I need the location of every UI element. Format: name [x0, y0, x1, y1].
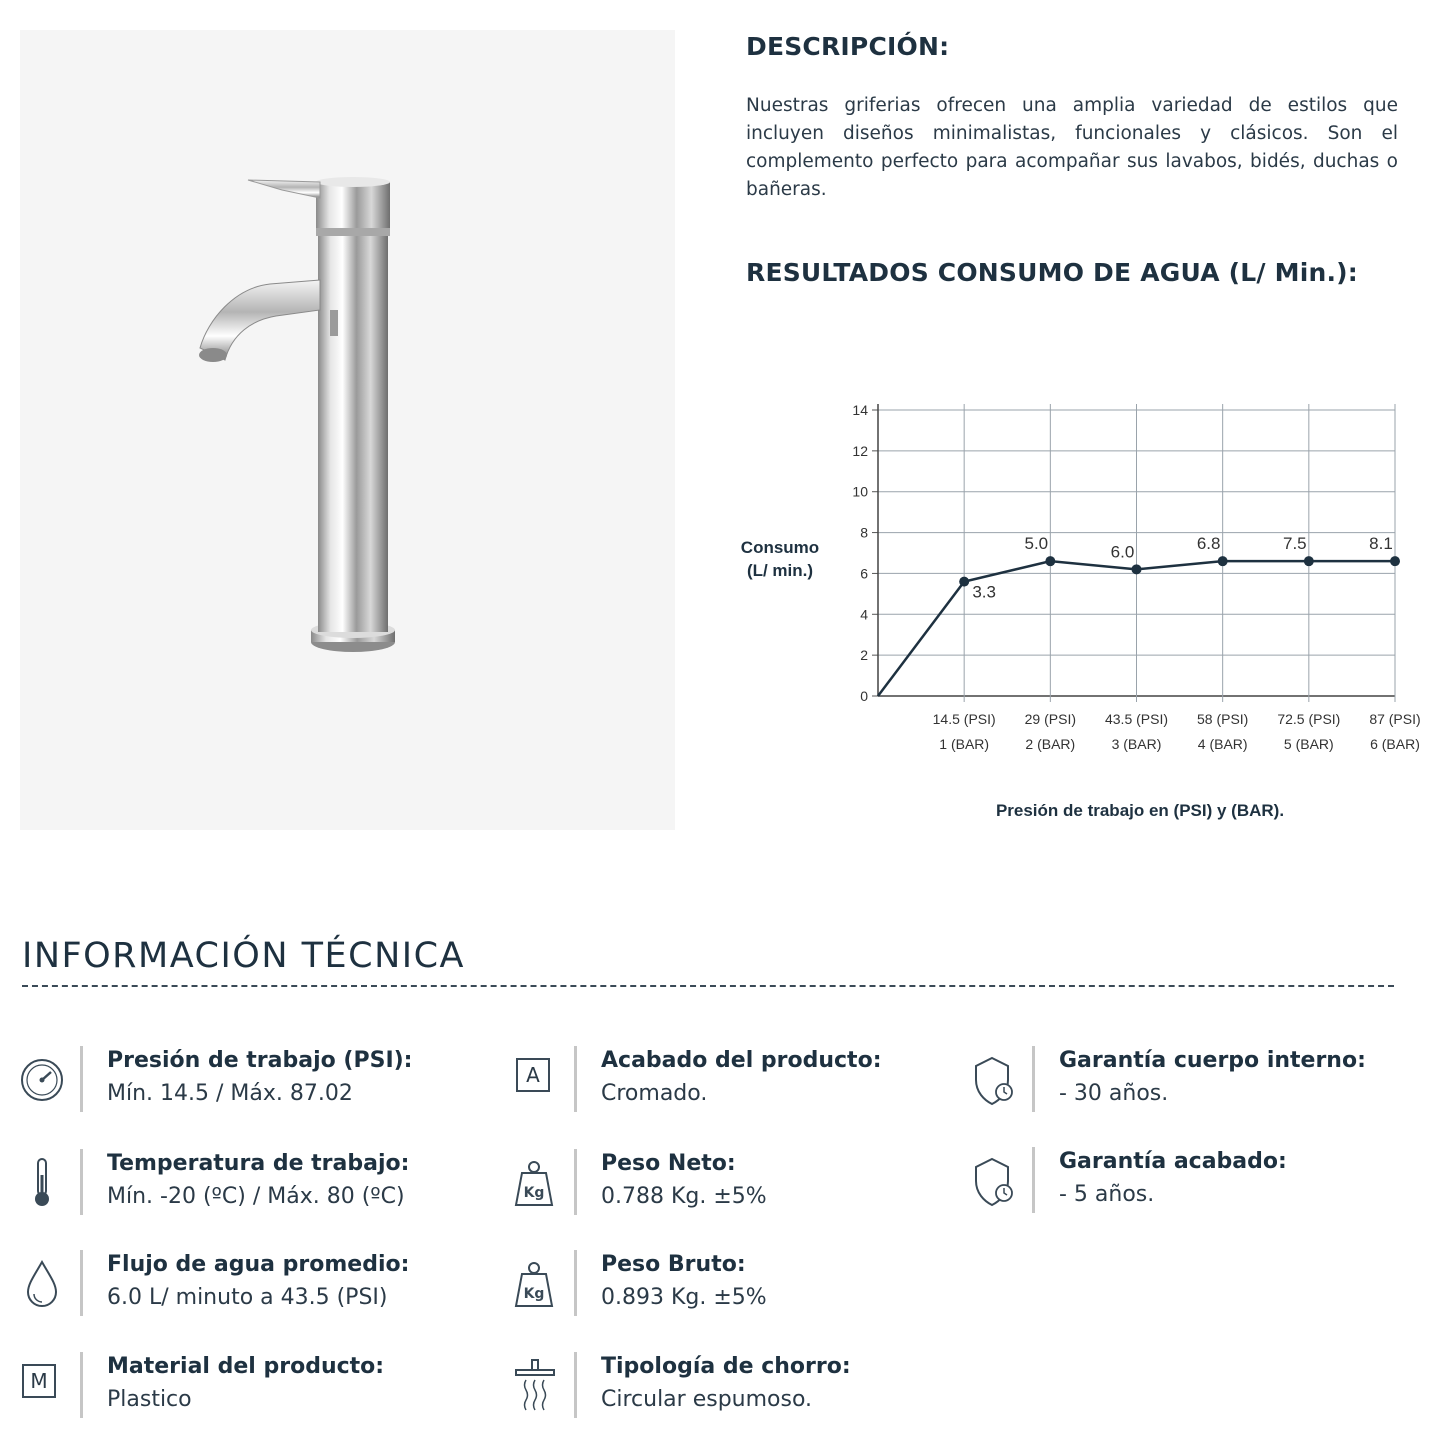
- chart-x-ticks: [933, 711, 1421, 752]
- finish-box-icon: A: [516, 1058, 550, 1092]
- spec-net-weight: [514, 1149, 934, 1217]
- separator: [80, 1352, 83, 1418]
- spec-warranty-finish: [972, 1147, 1392, 1215]
- data-point: [1304, 556, 1314, 566]
- faucet-illustration: [20, 30, 675, 830]
- data-point: [1045, 556, 1055, 566]
- section-divider: [22, 985, 1394, 987]
- separator: [80, 1149, 83, 1215]
- spec-gross-weight: [514, 1250, 934, 1318]
- tech-info-title: INFORMACIÓN TÉCNICA: [22, 936, 465, 976]
- spec-value: - 30 años.: [1059, 1081, 1169, 1106]
- spec-label: Peso Neto:: [601, 1151, 736, 1176]
- spec-warranty-internal-body: [972, 1046, 1392, 1114]
- spec-value: - 5 años.: [1059, 1182, 1155, 1207]
- spec-label: Acabado del producto:: [601, 1048, 882, 1073]
- spec-average-flow: [20, 1250, 480, 1318]
- y-tick-label: 4: [860, 606, 868, 623]
- separator: [80, 1046, 83, 1112]
- water-drop-icon: [20, 1256, 66, 1312]
- x-tick-label-psi: 14.5 (PSI): [932, 711, 996, 727]
- spec-working-temperature: [20, 1149, 480, 1217]
- material-box-icon: M: [22, 1364, 56, 1398]
- x-tick-label-bar: 1 (BAR): [939, 736, 990, 752]
- data-point: [1390, 556, 1400, 566]
- y-tick-label: 12: [852, 442, 868, 459]
- y-tick-label: 2: [860, 647, 868, 664]
- separator: [1032, 1147, 1035, 1213]
- data-label: 6.8: [1196, 534, 1221, 554]
- x-tick-label-psi: 43.5 (PSI): [1104, 711, 1169, 727]
- y-tick-label: 0: [860, 688, 868, 704]
- x-tick-label-bar: 5 (BAR): [1283, 736, 1334, 752]
- y-tick-label: 6: [860, 565, 868, 582]
- spec-value: Circular espumoso.: [601, 1387, 813, 1412]
- pressure-gauge-icon: [20, 1052, 66, 1108]
- spec-label: Material del producto:: [107, 1354, 385, 1379]
- data-point: [1218, 556, 1228, 566]
- x-tick-label-bar: 4 (BAR): [1197, 736, 1248, 752]
- x-tick-label-bar: 2 (BAR): [1025, 736, 1076, 752]
- y-axis-label-line2: (L/ min.): [746, 561, 814, 580]
- x-tick-label-psi: 29 (PSI): [1024, 711, 1077, 727]
- separator: [1032, 1046, 1035, 1112]
- data-label: 7.5: [1283, 534, 1307, 554]
- spec-label: Tipología de chorro:: [601, 1354, 851, 1379]
- data-labels: [972, 534, 1392, 601]
- x-tick-label-psi: 58 (PSI): [1196, 711, 1249, 727]
- y-axis-label-line1: Consumo: [740, 538, 820, 557]
- y-tick-label: 14: [852, 402, 868, 418]
- data-label: 6.0: [1110, 542, 1135, 562]
- water-consumption-chart: [735, 390, 1435, 830]
- data-label: 8.1: [1369, 534, 1393, 554]
- description-title: DESCRIPCIÓN:: [746, 32, 950, 61]
- separator: [574, 1352, 577, 1418]
- svg-text:Kg: Kg: [523, 1185, 545, 1201]
- weight-kg-icon: [514, 1155, 560, 1211]
- chart-title: RESULTADOS CONSUMO DE AGUA (L/ Min.):: [746, 258, 1359, 287]
- spec-label: Flujo de agua promedio:: [107, 1252, 410, 1277]
- spec-label: Garantía cuerpo interno:: [1059, 1048, 1366, 1073]
- thermometer-icon: [20, 1155, 66, 1211]
- spec-label: Garantía acabado:: [1059, 1149, 1287, 1174]
- spec-label: Temperatura de trabajo:: [107, 1151, 410, 1176]
- spec-product-finish: [514, 1046, 934, 1114]
- y-tick-label: 10: [852, 483, 868, 500]
- spec-value: Cromado.: [601, 1081, 708, 1106]
- spec-working-pressure: [20, 1046, 480, 1114]
- spec-value: 6.0 L/ minuto a 43.5 (PSI): [107, 1285, 388, 1310]
- x-axis-label: Presión de trabajo en (PSI) y (BAR).: [995, 801, 1285, 820]
- spec-value: 0.893 Kg. ±5%: [601, 1285, 767, 1310]
- separator: [574, 1149, 577, 1215]
- spec-product-material: [20, 1352, 480, 1420]
- separator: [574, 1046, 577, 1112]
- spec-stream-type: [514, 1352, 934, 1420]
- spec-value: Mín. -20 (ºC) / Máx. 80 (ºC): [107, 1184, 405, 1209]
- data-point: [1132, 564, 1142, 574]
- svg-text:Kg: Kg: [523, 1286, 545, 1302]
- x-tick-label-psi: 87 (PSI): [1369, 711, 1421, 727]
- shield-clock-icon: [972, 1153, 1018, 1209]
- spec-label: Presión de trabajo (PSI):: [107, 1048, 413, 1073]
- shower-stream-icon: [514, 1358, 560, 1414]
- data-label: 3.3: [972, 582, 996, 602]
- spec-label: Peso Bruto:: [601, 1252, 746, 1277]
- x-tick-label-psi: 72.5 (PSI): [1277, 711, 1341, 727]
- data-label: 5.0: [1024, 534, 1049, 554]
- separator: [80, 1250, 83, 1316]
- spec-value: 0.788 Kg. ±5%: [601, 1184, 767, 1209]
- x-tick-label-bar: 6 (BAR): [1370, 736, 1420, 752]
- spec-value: Plastico: [107, 1387, 192, 1412]
- x-tick-label-bar: 3 (BAR): [1111, 736, 1162, 752]
- product-image: [20, 30, 675, 830]
- shield-clock-icon: [972, 1052, 1018, 1108]
- weight-kg-icon: [514, 1256, 560, 1312]
- y-tick-label: 8: [860, 524, 868, 541]
- separator: [574, 1250, 577, 1316]
- data-point: [959, 577, 969, 587]
- spec-value: Mín. 14.5 / Máx. 87.02: [107, 1081, 353, 1106]
- description-text: Nuestras griferias ofrecen una amplia variedad de estilos que incluyen diseños minimalistas, funcionales y clásicos. Son el complemento perfecto para acompañar sus lavabos, bidés, duchas o bañeras.: [746, 95, 1398, 200]
- chart-y-ticks: [852, 402, 868, 704]
